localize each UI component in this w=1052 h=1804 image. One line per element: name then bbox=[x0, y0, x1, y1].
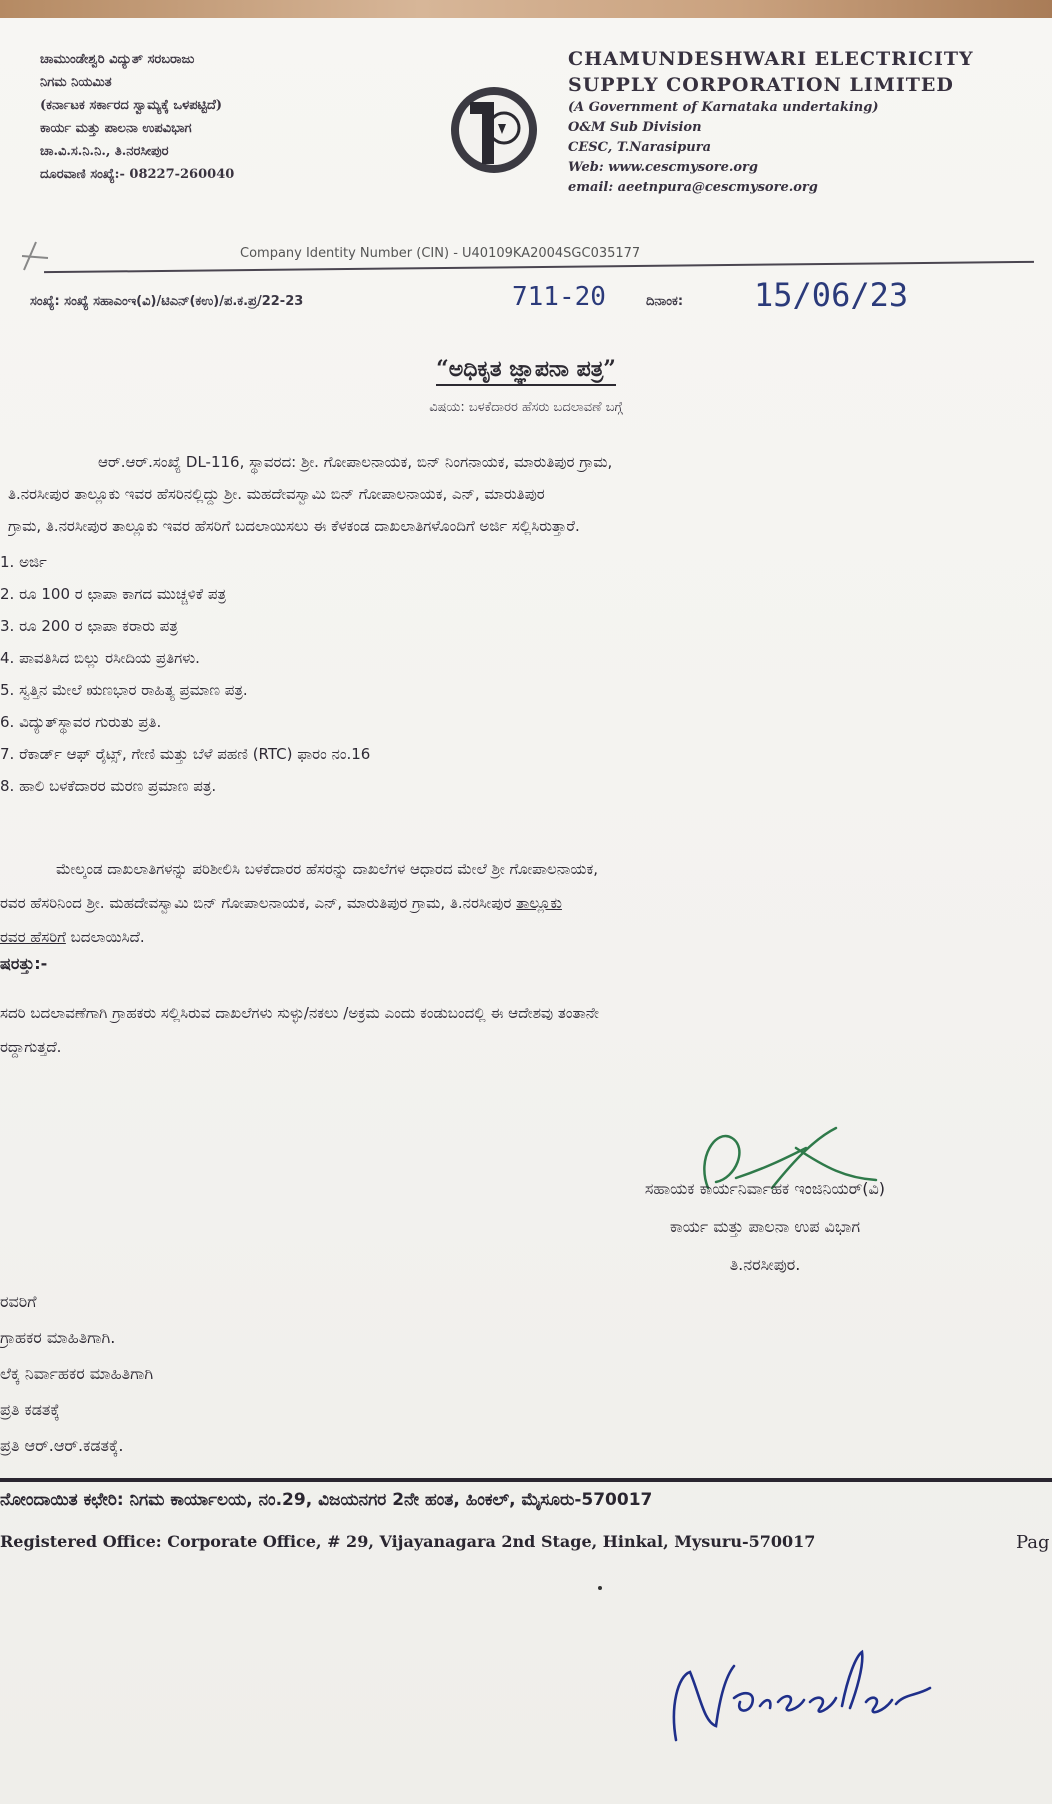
para-line: ಸದರಿ ಬದಲಾವಣೆಗಾಗಿ ಗ್ರಾಹಕರು ಸಲ್ಲಿಸಿರುವ ದಾಖಲೆಗಳು ಸುಳ್ಳು/ನಕಲು /ಅಕ್ರಮ ಎಂದು ಕಂಡುಬಂದಲ್ಲಿ ಈ ಆದೇಶವು ತಂತಾನೇ bbox=[0, 1004, 600, 1022]
cc-item: ರವರಿಗೆ bbox=[0, 1292, 37, 1311]
para-line: ಮೇಲ್ಕಂಡ ದಾಖಲಾತಿಗಳನ್ನು ಪರಿಶೀಲಿಸಿ ಬಳಕೆದಾರರ ಹೆಸರನ್ನು ದಾಖಲೆಗಳ ಆಧಾರದ ಮೇಲೆ ಶ್ರೀ ಗೋಪಾಲನಾಯಕ, bbox=[56, 860, 598, 878]
subject-line: ವಿಷಯ: ಬಳಕೆದಾರರ ಹೆಸರು ಬದಲಾವಣೆ ಬಗ್ಗೆ bbox=[429, 400, 623, 415]
list-item: 2. ರೂ 100 ರ ಛಾಪಾ ಕಾಗದ ಮುಚ್ಚಳಿಕೆ ಪತ್ರ bbox=[0, 585, 227, 603]
date-value: 15/06/23 bbox=[754, 276, 909, 314]
para-line bbox=[0, 920, 1052, 954]
kn-line: ದೂರವಾಣಿ ಸಂಖ್ಯೆ:- 08227-260040 bbox=[40, 167, 235, 182]
en-line: O&M Sub Division bbox=[568, 120, 702, 135]
list-item: 8. ಹಾಲಿ ಬಳಕೆದಾರರ ಮರಣ ಪ್ರಮಾಣ ಪತ್ರ. bbox=[0, 777, 217, 795]
cc-item: ಗ್ರಾಹಕರ ಮಾಹಿತಿಗಾಗಿ. bbox=[0, 1328, 116, 1347]
kn-line: ಚಾ.ವಿ.ಸ.ನಿ.ನಿ., ತಿ.ನರಸೀಪುರ bbox=[40, 144, 169, 159]
org-name-line2: SUPPLY CORPORATION LIMITED bbox=[568, 74, 954, 96]
signer-designation: ಸಹಾಯಕ ಕಾರ್ಯನಿರ್ವಾಹಕ ಇಂಜಿನಿಯರ್(ವಿ) bbox=[644, 1179, 886, 1198]
corner-mark-icon bbox=[18, 236, 58, 276]
footer-english-address: Registered Office: Corporate Office, # 29, Vijayanagara 2nd Stage, Hinkal, Mysuru-570017 bbox=[0, 1532, 816, 1551]
cesc-logo-icon bbox=[448, 84, 540, 176]
en-line: (A Government of Karnataka undertaking) bbox=[568, 100, 879, 115]
cin-number: Company Identity Number (CIN) - U40109KA2004SGC035177 bbox=[240, 246, 641, 261]
para-line: ಗ್ರಾಮ, ತಿ.ನರಸೀಪುರ ತಾಲ್ಲೂಕು ಇವರ ಹೆಸರಿಗೆ ಬದಲಾಯಿಸಲು ಈ ಕೆಳಕಂಡ ದಾಖಲಾತಿಗಳೊಂದಿಗೆ ಅರ್ಜಿ ಸಲ್ಲಿಸಿರುತ್ತಾರೆ. bbox=[8, 517, 580, 535]
signer-office: ಕಾರ್ಯ ಮತ್ತು ಪಾಲನಾ ಉಪ ವಿಭಾಗ bbox=[669, 1217, 861, 1236]
underlined-text: ರವರ ಹೆಸರಿಗೆ bbox=[0, 928, 66, 946]
para-text: ಬದಲಾಯಿಸಿದೆ. bbox=[65, 928, 145, 946]
footer-divider bbox=[0, 1478, 1052, 1482]
underlined-text: ತಾಲ್ಲೂಕು bbox=[516, 894, 562, 912]
decision-paragraph bbox=[0, 852, 1052, 954]
signer-place: ತಿ.ನರಸೀಪುರ. bbox=[729, 1255, 801, 1274]
cc-item: ಪ್ರತಿ ಆರ್.ಆರ್.ಕಡತಕ್ಕೆ. bbox=[0, 1436, 124, 1455]
intro-paragraph bbox=[8, 446, 1048, 542]
header-divider bbox=[44, 261, 1034, 273]
para-line: ರದ್ದಾಗುತ್ತದೆ. bbox=[0, 1038, 62, 1056]
document-title bbox=[0, 356, 1052, 382]
list-item: 1. ಅರ್ಜಿ bbox=[0, 553, 47, 571]
header-english-block bbox=[568, 46, 1038, 198]
kn-line: ನಿಗಮ ನಿಯಮಿತ bbox=[40, 75, 112, 90]
reference-number: 711-20 bbox=[512, 282, 606, 312]
para-line bbox=[0, 886, 1052, 920]
page-number-label: Pag bbox=[1016, 1532, 1050, 1553]
kn-line: ಕಾರ್ಯ ಮತ್ತು ಪಾಲನಾ ಉಪವಿಭಾಗ bbox=[40, 121, 192, 136]
list-item: 6. ವಿದ್ಯುತ್‌ಸ್ಥಾವರ ಗುರುತು ಪ್ರತಿ. bbox=[0, 713, 162, 731]
signatory-block bbox=[540, 1170, 990, 1284]
documents-list bbox=[0, 546, 1000, 802]
ink-dot bbox=[598, 1586, 602, 1590]
list-item: 3. ರೂ 200 ರ ಛಾಪಾ ಕರಾರು ಪತ್ರ bbox=[0, 617, 178, 635]
cc-item: ಪ್ರತಿ ಕಡತಕ್ಕೆ bbox=[0, 1400, 60, 1419]
kn-line: ಚಾಮುಂಡೇಶ್ವರಿ ವಿದ್ಯುತ್ ಸರಬರಾಜು bbox=[40, 52, 195, 67]
handwritten-signature-icon bbox=[660, 1636, 940, 1756]
para-line: ತಿ.ನರಸೀಪುರ ತಾಲ್ಲೂಕು ಇವರ ಹೆಸರಿನಲ್ಲಿದ್ದು ಶ್ರೀ. ಮಹದೇವಸ್ವಾಮಿ ಬಿನ್ ಗೋಪಾಲನಾಯಕ, ಎನ್, ಮಾರುತಿಪುರ bbox=[8, 485, 545, 503]
reference-label: ಸಂಖ್ಯೆ: ಸಂಖ್ಯೆ ಸಹಾಎಂಇ(ವಿ)/ಟಿಎನ್(ಕಉ)/ಪ.ಕ.ಪ್ರ/22-23 bbox=[30, 294, 304, 309]
list-item: 7. ರೆಕಾರ್ಡ್ ಆಫ್ ರೈಟ್ಸ್, ಗೇಣಿ ಮತ್ತು ಬೆಳೆ ಪಹಣಿ (RTC) ಫಾರಂ ನಂ.16 bbox=[0, 745, 371, 763]
en-line: CESC, T.Narasipura bbox=[568, 140, 711, 155]
header-kannada-block bbox=[40, 48, 440, 186]
photo-edge-band bbox=[0, 0, 1052, 18]
condition-heading: ಷರತ್ತು:- bbox=[0, 954, 48, 973]
kn-line: (ಕರ್ನಾಟಕ ಸರ್ಕಾರದ ಸ್ವಾಮ್ಯಕ್ಕೆ ಒಳಪಟ್ಟಿದೆ) bbox=[40, 98, 223, 113]
cc-item: ಲೆಕ್ಕ ನಿರ್ವಾಹಕರ ಮಾಹಿತಿಗಾಗಿ bbox=[0, 1364, 154, 1383]
footer-kannada-address: ನೋಂದಾಯಿತ ಕಛೇರಿ: ನಿಗಮ ಕಾರ್ಯಾಲಯ, ನಂ.29, ವಿಜಯನಗರ 2ನೇ ಹಂತ, ಹಿಂಕಲ್, ಮೈಸೂರು-570017 bbox=[0, 1490, 653, 1510]
para-line: ಆರ್.ಆರ್.ಸಂಖ್ಯೆ DL-116, ಸ್ಥಾವರದ: ಶ್ರೀ. ಗೋಪಾಲನಾಯಕ, ಬಿನ್ ನಿಂಗನಾಯಕ, ಮಾರುತಿಪುರ ಗ್ರಾಮ, bbox=[98, 453, 613, 471]
condition-paragraph bbox=[0, 996, 1052, 1064]
date-label: ದಿನಾಂಕ: bbox=[646, 294, 684, 309]
org-name-line1: CHAMUNDESHWARI ELECTRICITY bbox=[568, 48, 974, 70]
title-text: “ಅಧಿಕೃತ ಜ್ಞಾಪನಾ ಪತ್ರ” bbox=[436, 356, 616, 386]
list-item: 4. ಪಾವತಿಸಿದ ಬಿಲ್ಲು ರಸೀದಿಯ ಪ್ರತಿಗಳು. bbox=[0, 649, 200, 667]
en-line: Web: www.cescmysore.org bbox=[568, 160, 758, 175]
para-text: ರವರ ಹೆಸರಿನಿಂದ ಶ್ರೀ. ಮಹದೇವಸ್ವಾಮಿ ಬಿನ್ ಗೋಪಾಲನಾಯಕ, ಎನ್, ಮಾರುತಿಪುರ ಗ್ರಾಮ, ತಿ.ನರಸೀಪುರ bbox=[0, 894, 517, 912]
list-item: 5. ಸ್ವತ್ತಿನ ಮೇಲೆ ಋಣಭಾರ ರಾಹಿತ್ಯ ಪ್ರಮಾಣ ಪತ್ರ. bbox=[0, 681, 248, 699]
en-line: email: aeetnpura@cescmysore.org bbox=[568, 180, 818, 195]
copy-to-list bbox=[0, 1284, 153, 1464]
